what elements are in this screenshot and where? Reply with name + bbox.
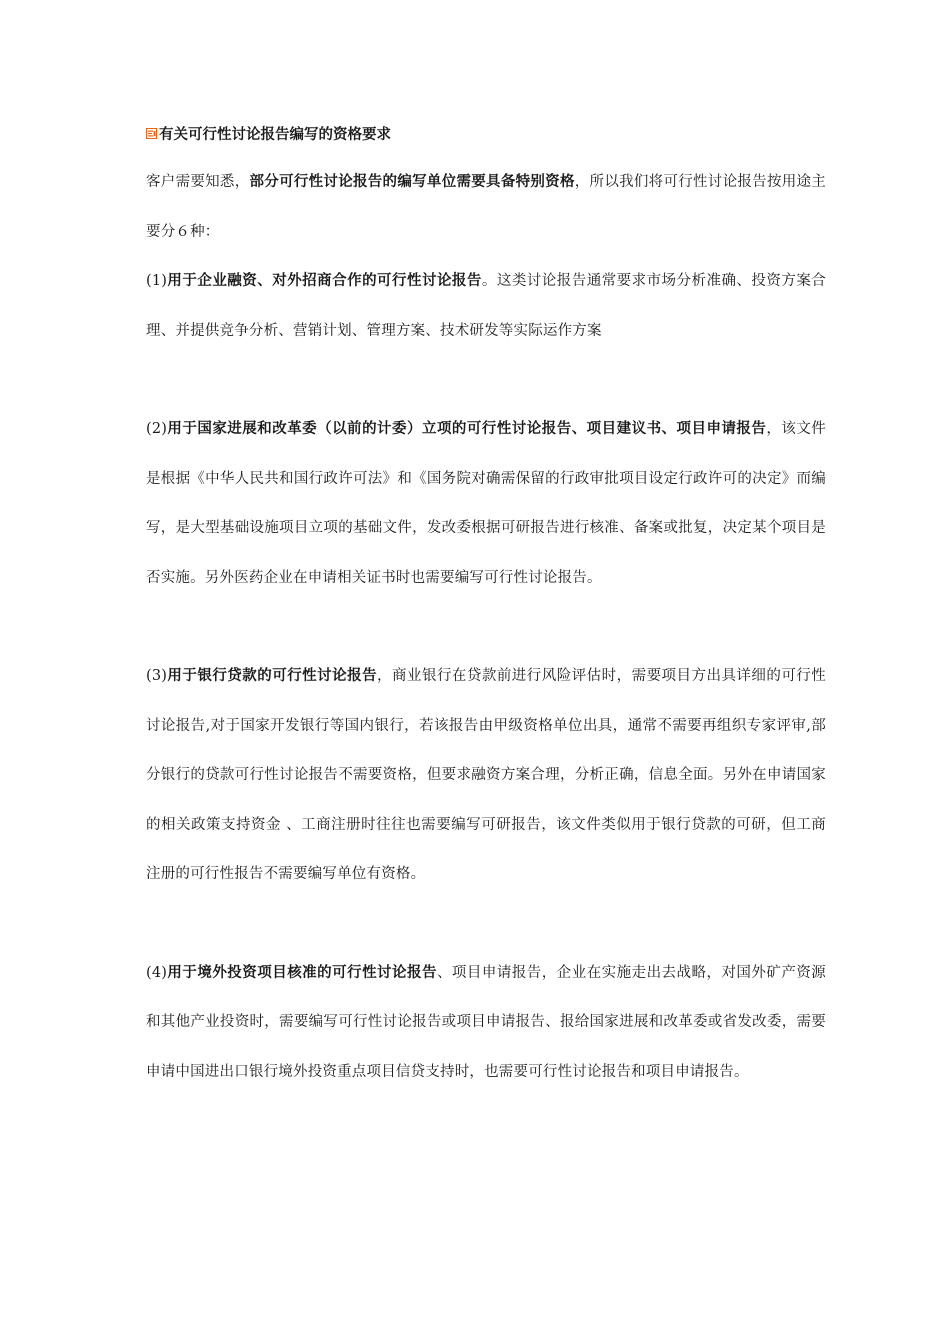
item-number: (2)	[146, 421, 168, 437]
section-heading-text: 有关可行性讨论报告编写的资格要求	[159, 126, 391, 143]
section-heading	[146, 122, 826, 144]
intro-paragraph	[146, 158, 826, 257]
item-text: 。这类讨论报告通常要求市场分析准确、投资方案合理、并提供竞争分析、营销计划、管理方案、技术研发等实际运作方案	[146, 273, 826, 339]
item-number: (1)	[146, 273, 168, 289]
intro-post: ，所以我们将可行性讨论报告按用途主要分６种：	[146, 174, 826, 240]
item-bold: 用于银行贷款的可行性讨论报告	[167, 668, 378, 684]
item-paragraph-1	[146, 257, 826, 356]
spacer	[146, 603, 826, 652]
document-body	[146, 122, 826, 1097]
item-bold: 用于企业融资、对外招商合作的可行性讨论报告	[167, 273, 482, 289]
spacer	[146, 356, 826, 405]
item-text: ，商业银行在贷款前进行风险评估时，需要项目方出具详细的可行性讨论报告,对于国家开发银行等国内银行，若该报告由甲级资格单位出具，通常不需要再组织专家评审,部分银行的贷款可行性讨论报告不需要资格，但要求融资方案合理，分析正确，信息全面。另外在申请国家的相关政策支持资金 、工商注册时往往也需要编写可研报告，该文件类似用于银行贷款的可研，但工商注册的可行性报告不需要编写单位有资格。	[146, 668, 826, 882]
item-paragraph-4	[146, 949, 826, 1098]
item-paragraph-3	[146, 652, 826, 900]
intro-pre: 客户需要知悉，	[146, 174, 250, 190]
item-number: (4)	[146, 964, 168, 981]
item-paragraph-2	[146, 405, 826, 603]
item-number: (3)	[146, 668, 168, 684]
item-text: ，该文件是根据《中华人民共和国行政许可法》和《国务院对确需保留的行政审批项目设定行政许可的决定》而编写，是大型基础设施项目立项的基础文件，发改委根据可研报告进行核准、备案或批复，决定某个项目是否实施。另外医药企业在申请相关证书时也需要编写可行性讨论报告。	[146, 421, 826, 586]
item-bold: 用于国家进展和改革委（以前的计委）立项的可行性讨论报告、项目建议书、项目申请报告	[167, 421, 767, 437]
item-text: 、项目申请报告，企业在实施走出去战略，对国外矿产资源和其他产业投资时，需要编写可行性讨论报告或项目申请报告、报给国家进展和改革委或省发改委，需要申请中国进出口银行境外投资重点项目信贷支持时，也需要可行性讨论报告和项目申请报告。	[146, 964, 826, 1080]
intro-bold: 部分可行性讨论报告的编写单位需要具备特别资格	[249, 174, 575, 190]
item-bold: 用于境外投资项目核准的可行性讨论报告	[167, 964, 437, 981]
spacer	[146, 900, 826, 949]
document-edit-icon	[146, 127, 157, 138]
